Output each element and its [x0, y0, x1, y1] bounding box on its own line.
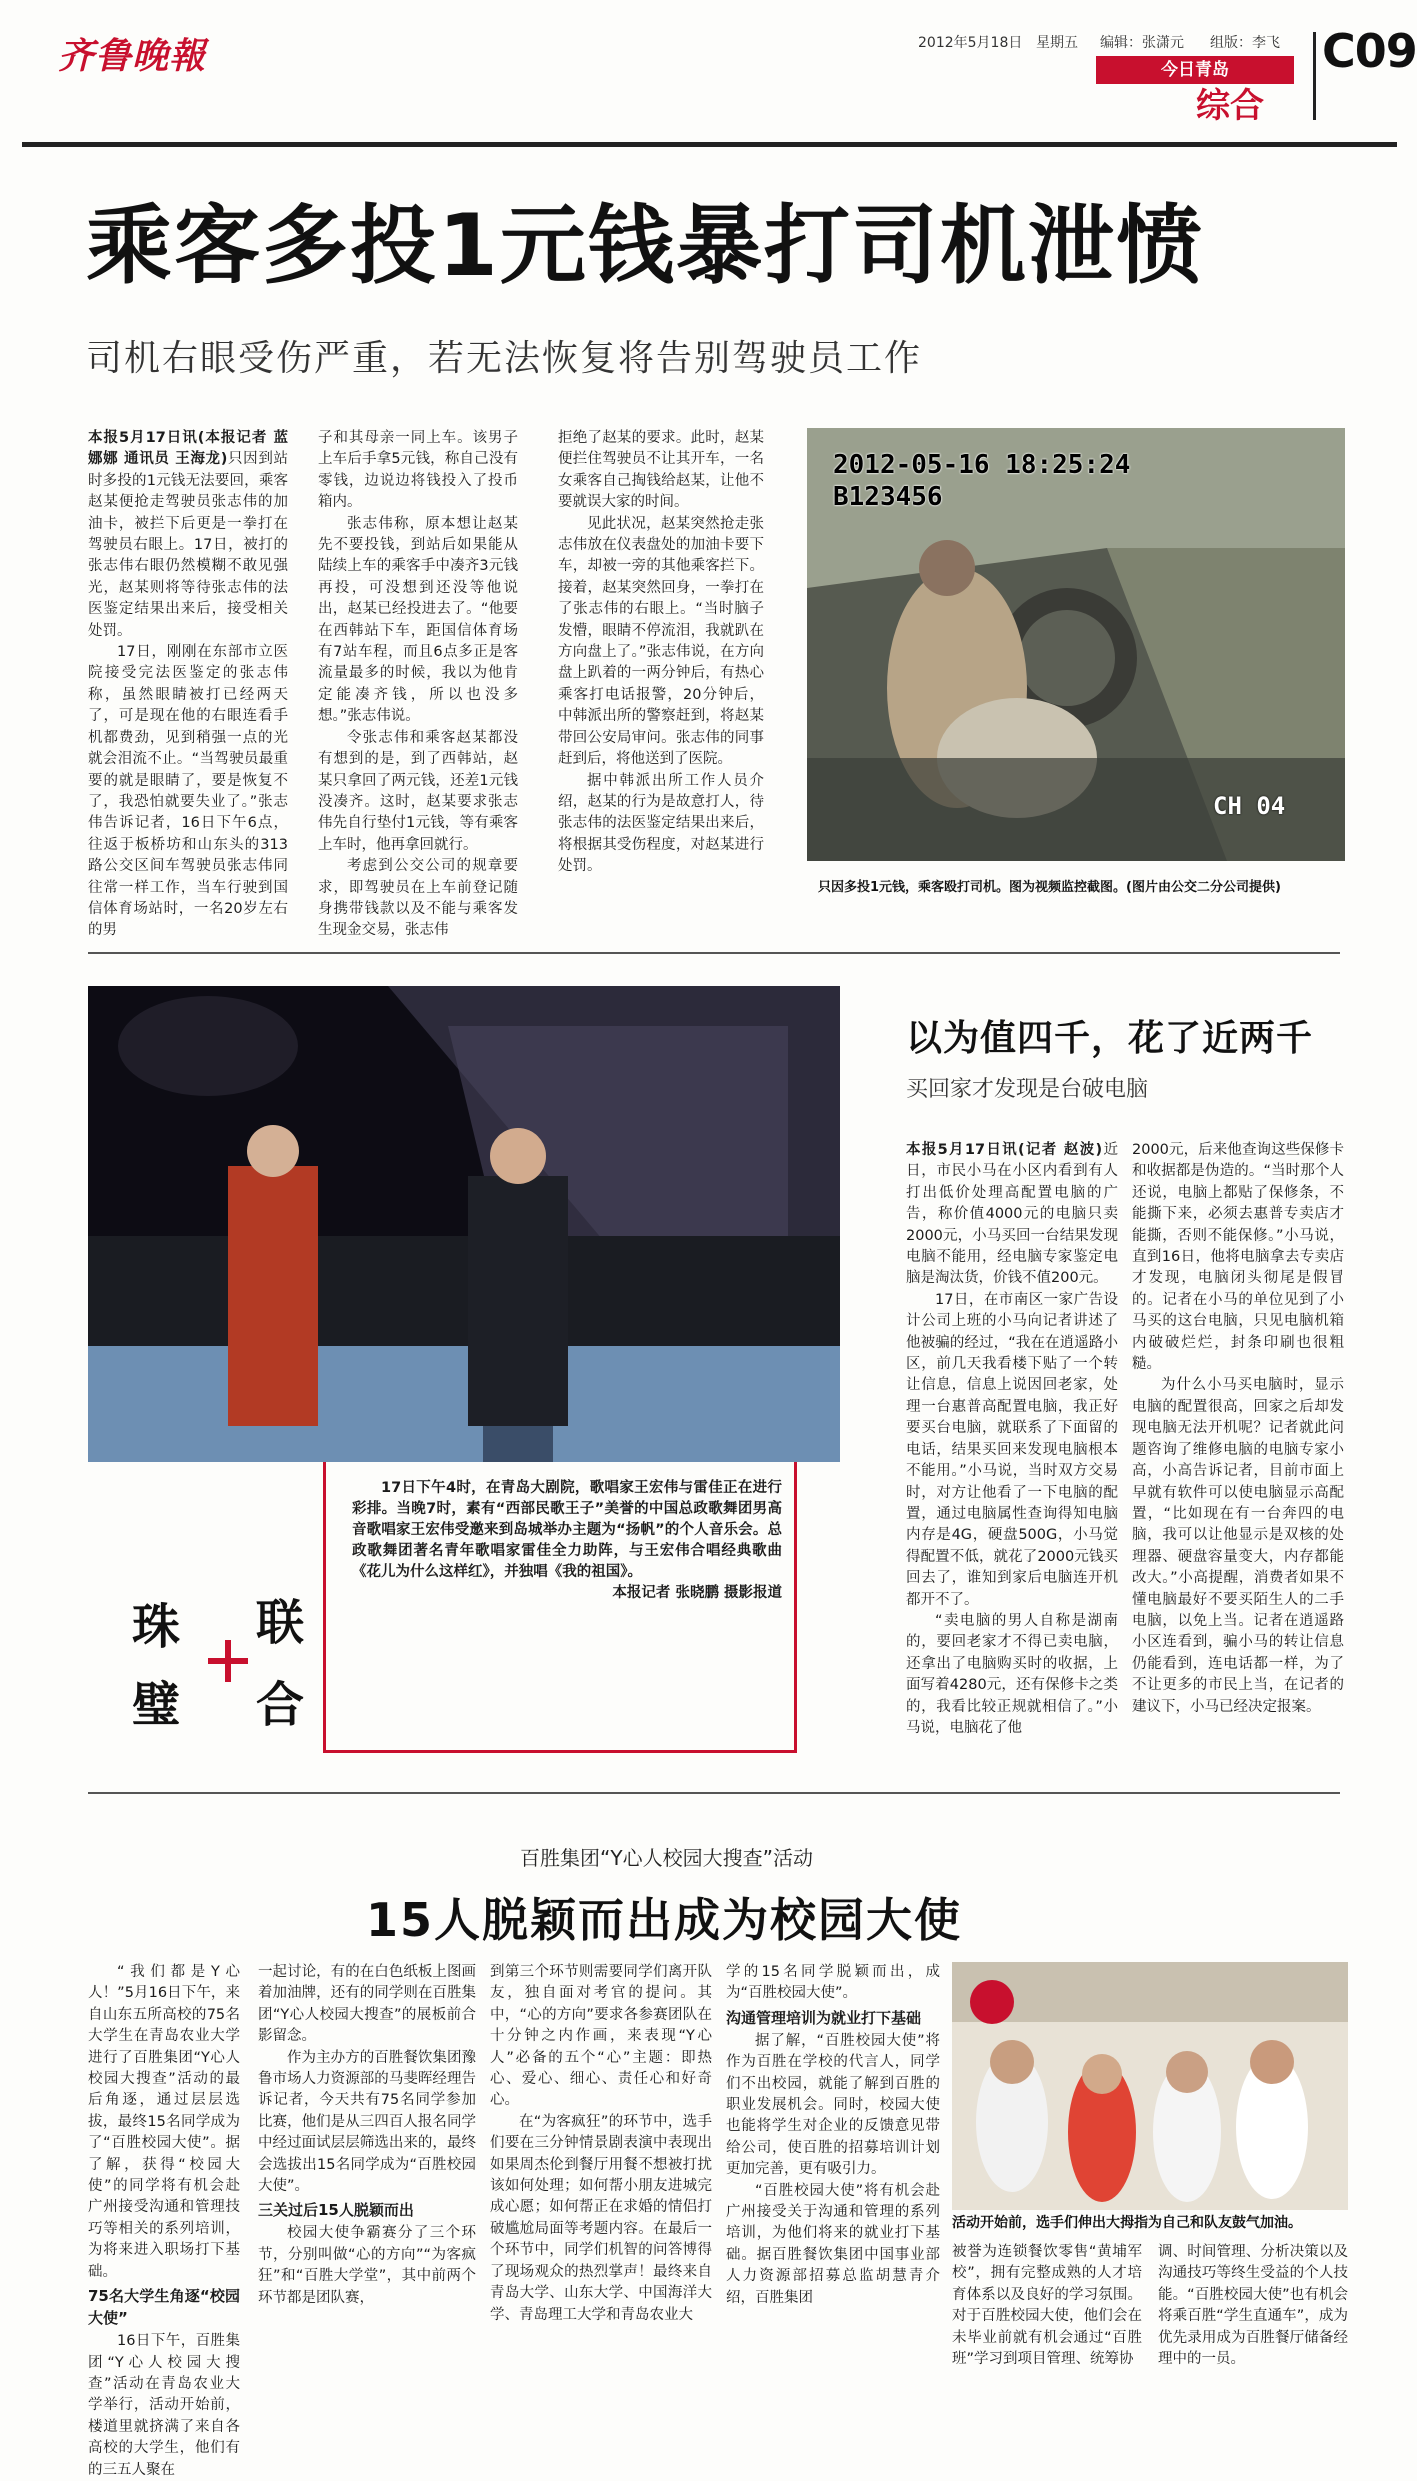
- feature-title: [128, 1588, 318, 1738]
- title-char-1: 珠: [132, 1599, 181, 1655]
- story1-col3: 拒绝了赵某的要求。此时，赵某便拦住驾驶员不让其开车，一名女乘客自己掏钱给赵某，让他不要就误大家的时间。 见此状况，赵某突然抢走张志伟放在仪表盘处的加油卡要下车，却被一旁的其他乘客拦下。接着，赵某突然回身，一拳打在了张志伟的右眼上。“当时脑子发懵，眼睛不停流泪，我就趴在方向盘上了。”张志伟说，在方向盘上趴着的一两分钟后，有热心乘客打电话报警，20分钟后，中韩派出所的警察赶到，将赵某带回公安局审问。张志伟的同事赶到后，将他送到了医院。 据中韩派出所工作人员介绍，赵某的行为是故意打人，待张志伟的法医鉴定结果出来后，将根据其受伤程度，对赵某进行处罚。: [558, 430, 764, 875]
- cctv-bus-id: B123456: [833, 482, 943, 512]
- story4-col5: 被誉为连锁餐饮零售“黄埔军校”，拥有完整成熟的人才培育体系以及良好的学习氛围。对于百胜校园大使，他们会在未毕业前就有机会通过“百胜班”学习到项目管理、统筹协: [952, 2244, 1142, 2368]
- title-char-3: 璧: [132, 1677, 181, 1733]
- cctv-timestamp: 2012-05-16 18:25:24: [833, 450, 1131, 480]
- title-plus-vertical: [225, 1640, 231, 1682]
- story4-col3: 到第三个环节则需要同学们离开队友，独自面对考官的提问。其中，“心的方向”要求各参赛团队在十分钟之内作画，来表现“Y心人”必备的五个“心”主题：即热心、爱心、细心、责任心和好奇心。 在“为客疯狂”的环节中，选手们要在三分钟情景剧表演中表现出如果周杰伦到餐厅用餐不想被打扰该如何处理；如何帮小朋友进城完成心愿；如何帮正在求婚的情侣打破尴尬局面等考题内容。在最后一个环节中，同学们机智的问答博得了现场观众的热烈掌声！最终来自青岛大学、山东大学、中国海洋大学、青岛理工大学和青岛农业大: [490, 1964, 712, 2323]
- story1-subhead: 司机右眼受伤严重，若无法恢复将告别驾驶员工作: [86, 338, 923, 379]
- story4-subhead-1: 75名大学生角逐“校园大使”: [88, 2287, 240, 2328]
- concert-photo: [88, 986, 840, 1462]
- story4-subhead-2: 三关过后15人脱颖而出: [258, 2201, 414, 2220]
- story4-subhead-3: 沟通管理培训为就业打下基础: [726, 2008, 922, 2027]
- photo-frame-bottom: [323, 1750, 797, 1753]
- issue-weekday: 星期五: [1036, 35, 1078, 51]
- header-rule: [22, 142, 1397, 147]
- section-name: 综合: [1196, 86, 1264, 126]
- students-thumbs-up-scene: [952, 1962, 1348, 2210]
- story4-kicker: 百胜集团“Y心人校园大搜查”活动: [520, 1846, 813, 1870]
- story4-col6: 调、时间管理、分析决策以及沟通技巧等终生受益的个人技能。“百胜校园大使”也有机会将乘百胜“学生直通车”，成为优先录用成为百胜餐厅储备经理中的一员。: [1158, 2244, 1348, 2368]
- title-char-2: 联: [256, 1595, 305, 1651]
- story1-col1: 本报5月17日讯(本报记者 蓝娜娜 通讯员 王海龙)只因到站时多投的1元钱无法要回，乘客赵某便抢走驾驶员张志伟的加油卡，被拦下后更是一拳打在驾驶员右眼上。17日，被打的张志伟右眼仍然模糊不敢见强光，赵某则将等待张志伟的法医鉴定结果出来后，接受相关处罚。 17日，刚刚在东部市立医院接受完法医鉴定的张志伟称，虽然眼睛被打已经两天了，可是现在他的右眼连看手机都费劲，见到稍强一点的光就会泪流不止。“当驾驶员最重要的就是眼睛了，要是恢复不了，我恐怕就要失业了。”张志伟告诉记者，16日下午6点，往返于板桥坊和山东头的313路公交区间车驾驶员张志伟同往常一样工作，当车行驶到国信体育场站时，一名20岁左右的男: [88, 430, 288, 939]
- cctv-channel: CH 04: [1213, 792, 1286, 820]
- cctv-caption: 只因多投1元钱，乘客殴打司机。图为视频监控截图。(图片由公交二分公司提供): [818, 880, 1281, 895]
- cctv-screenshot: [807, 428, 1345, 861]
- story4-headline: 15人脱颖而出成为校园大使: [366, 1893, 963, 1947]
- story4-col1: “我们都是Y心人！”5月16日下午，来自山东五所高校的75名大学生在青岛农业大学进行了百胜集团“Y心人校园大搜查”活动的最后角逐，通过层层选拔，最终15名同学成为了“百胜校园大使”。据了解，获得“校园大使”的同学将有机会赴广州接受沟通和管理技巧等相关的系列培训，为将来进入职场打下基础。 75名大学生角逐“校园大使” 16日下午，百胜集团“Y心人校园大搜查”活动在青岛农业大学举行，活动开始前，楼道里就挤满了来自各高校的大学生，他们有的三五人聚在: [88, 1964, 240, 2478]
- header-divider: [1313, 32, 1316, 120]
- story3-col1: 本报5月17日讯(记者 赵波)近日，市民小马在小区内看到有人打出低价处理高配置电脑的广告，称价值4000元的电脑只卖2000元，小马买回一台结果发现电脑不能用，经电脑专家鉴定电脑是淘汰货，价钱不值200元。 17日，在市南区一家广告设计公司上班的小马向记者讲述了他被骗的经过，“我在在逍遥路小区，前几天我看楼下贴了一个转让信息，信息上说因回老家，处理一台惠普高配置电脑，我正好要买台电脑，就联系了下面留的电话，结果买回来发现电脑根本不能用。”小马说，当时双方交易时，对方让他看了一下电脑的配置，通过电脑属性查询得知电脑内存是4G，硬盘500G，小马觉得配置不低，就花了2000元钱买回去了，谁知到家后电脑连开机都开不了。 “卖电脑的男人自称是湖南的，要回老家才不得已卖电脑，还拿出了电脑购买时的收据，上面写着4280元，还有保修卡之类的，我看比较正规就相信了。”小马说，电脑花了他: [906, 1142, 1119, 1736]
- students-photo: [952, 1962, 1348, 2210]
- story3-headline: 以为值四千，花了近两千: [906, 1018, 1314, 1059]
- story1-bottom-rule: [88, 952, 1340, 954]
- story4-col4: 学的15名同学脱颖而出，成为“百胜校园大使”。 沟通管理培训为就业打下基础 据了解，“百胜校园大使”将作为百胜在学校的代言人，同学们不出校园，就能了解到百胜的职业发展机会。同时，校园大使也能将学生对企业的反馈意见带给公司，使百胜的招募培训计划更加完善，更有吸引力。 “百胜校园大使”将有机会赴广州接受关于沟通和管理的系列培训，为他们将来的就业打下基础。据百胜餐饮集团中国事业部人力资源部招募总监胡慧青介绍，百胜集团: [726, 1964, 940, 2306]
- story3-subhead: 买回家才发现是台破电脑: [906, 1077, 1149, 1102]
- students-photo-caption: 活动开始前，选手们伸出大拇指为自己和队友鼓气加油。: [952, 2215, 1302, 2231]
- story4-col2: 一起讨论，有的在白色纸板上图画着加油牌，还有的同学则在百胜集团“Y心人校园大搜查”的展板前合影留念。 作为主办方的百胜餐饮集团豫鲁市场人力资源部的马斐晖经理告诉记者，今天共有75名同学参加比赛，他们是从三四百人报名同学中经过面试层层筛选出来的，最终会选拔出15名同学成为“百胜校园大使”。 三关过后15人脱颖而出 校园大使争霸赛分了三个环节，分别叫做“心的方向”“为客疯狂”和“百胜大学堂”，其中前两个环节都是团队赛，: [258, 1964, 476, 2306]
- concert-stage-scene: [88, 986, 840, 1462]
- editor-credit: 编辑：张潇元: [1100, 35, 1184, 51]
- photo-frame-vertical: [323, 1462, 326, 1752]
- concert-caption: 17日下午4时，在青岛大剧院，歌唱家王宏伟与雷佳正在进行彩排。当晚7时，素有“西部民歌王子”美誉的中国总政歌舞团男高音歌唱家王宏伟受邀来到岛城举办主题为“扬帆”的个人音乐会。总政歌舞团著名青年歌唱家雷佳全力助阵，与王宏伟合唱经典歌曲《花儿为什么这样红》，并独唱《我的祖国》。 本报记者 张晓鹏 摄影报道: [352, 1480, 782, 1601]
- issue-date: 2012年5月18日: [918, 35, 1023, 51]
- story1-col2: 子和其母亲一同上车。该男子上车后手拿5元钱，称自己没有零钱，边说边将钱投入了投币箱内。 张志伟称，原本想让赵某先不要投钱，到站后如果能从陆续上车的乘客手中凑齐3元钱再投，可没想到还没等他说出，赵某已经投进去了。“他要在西韩站下车，距国信体育场有7站车程，而且6点多正是客流量最多的时候，我以为他肯定能凑齐钱，所以也没多想。”张志伟说。 令张志伟和乘客赵某都没有想到的是，到了西韩站，赵某只拿回了两元钱，还差1元钱没凑齐。这时，赵某要求张志伟先自行垫付1元钱，等有乘客上车时，他再拿回就行。 考虑到公交公司的规章要求，即驾驶员在上车前登记随身携带钱款以及不能与乘客发生现金交易，张志伟: [318, 430, 518, 939]
- story3-bottom-rule: [88, 1792, 1340, 1794]
- page-number: C09: [1322, 24, 1417, 78]
- title-char-4: 合: [256, 1677, 305, 1733]
- photo-frame-right: [794, 1462, 797, 1752]
- layout-credit: 组版：李飞: [1210, 35, 1280, 51]
- story3-col2: 2000元，后来他查询这些保修卡和收据都是伪造的。“当时那个人还说，电脑上都贴了保修条，不能撕下来，必须去惠普专卖店才能撕，否则不能保修。”小马说，直到16日，他将电脑拿去专卖店才发现，电脑闭头彻尾是假冒的。记者在小马的单位见到了小马买的这台电脑，只见电脑机箱内破破烂烂，封条印刷也很粗糙。 为什么小马买电脑时，显示电脑的配置很高，回家之后却发现电脑无法开机呢？记者就此问题咨询了维修电脑的电脑专家小高，小高告诉记者，目前市面上早就有软件可以使电脑显示高配置，“比如现在有一台奔四的电脑，我可以让他显示是双核的处理器、硬盘容量变大，内存都能改大。”小高提醒，消费者如果不懂电脑最好不要买陌生人的二手电脑，以免上当。记者在逍遥路小区连看到，骗小马的转让信息仍能看到，连电话都一样，为了不让更多的市民上当，在记者的建议下，小马已经决定报案。: [1132, 1142, 1344, 1715]
- story1-headline: 乘客多投1元钱暴打司机泄愤: [86, 196, 1204, 296]
- newspaper-logo: 齐鲁晚報: [58, 35, 207, 77]
- section-tag: 今日青岛: [1096, 56, 1294, 84]
- masthead: [0, 0, 1417, 140]
